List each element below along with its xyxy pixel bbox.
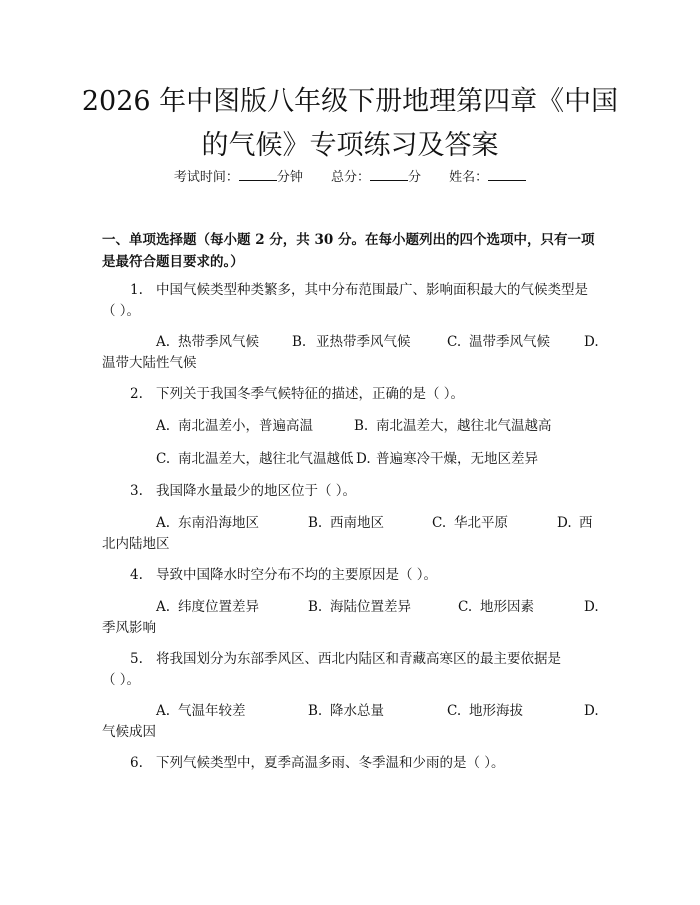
option-d-letter: D.	[557, 515, 572, 531]
section-heading-line-2: 是最符合题目要求的。）	[102, 254, 244, 270]
option-c-text: 华北平原	[454, 515, 508, 531]
question-2-options	[102, 416, 602, 437]
question-4-stem	[102, 565, 602, 586]
option-b-text: 降水总量	[330, 703, 384, 719]
exam-time-unit: 分钟	[276, 170, 303, 185]
option-d-text: 普遍寒冷干燥，无地区差异	[376, 451, 538, 467]
option-c-text: 地形因素	[480, 599, 534, 615]
option-d-text: 温带大陆性气候	[102, 355, 197, 371]
question-number: 1.	[130, 282, 143, 298]
option-a-letter: A.	[156, 418, 171, 434]
option-d-text-cont: 北内陆地区	[102, 536, 170, 552]
option-c-letter: C.	[447, 703, 462, 719]
option-c-letter: C.	[447, 334, 462, 350]
option-d-letter: D.	[584, 334, 599, 350]
exam-time-blank	[239, 168, 277, 181]
option-c-text: 温带季风气候	[469, 334, 550, 350]
option-d-text: 气候成因	[102, 724, 156, 740]
option-c-letter: C.	[156, 451, 171, 467]
option-a-text: 东南沿海地区	[178, 515, 259, 531]
option-a-letter: A.	[156, 599, 171, 615]
question-text-cont: （ ）。	[102, 303, 141, 319]
question-2-options-row-2	[102, 449, 602, 470]
option-b-letter: B.	[292, 334, 307, 350]
option-d-text-start: 西	[579, 515, 593, 531]
question-text: 中国气候类型种类繁多，其中分布范围最广、影响面积最大的气候类型是	[156, 282, 588, 298]
exam-meta-line	[0, 168, 700, 187]
option-c-letter: C.	[432, 515, 447, 531]
section-heading-line-1: 一、单项选择题（每小题 2 分，共 30 分。在每小题列出的四个选项中，只有一项	[102, 232, 595, 248]
question-1-options	[102, 332, 602, 374]
total-score-field	[331, 168, 421, 187]
option-d-letter: D.	[584, 703, 599, 719]
student-name-label: 姓名：	[449, 170, 489, 185]
option-b-letter: B.	[308, 515, 323, 531]
option-b-text: 海陆位置差异	[330, 599, 411, 615]
question-number: 6.	[130, 755, 143, 771]
question-number: 4.	[130, 567, 143, 583]
option-d-letter: D.	[584, 599, 599, 615]
option-a-text: 南北温差小，普遍高温	[178, 418, 313, 434]
question-text: 导致中国降水时空分布不均的主要原因是（ ）。	[156, 567, 438, 583]
question-number: 3.	[130, 483, 143, 499]
question-text: 我国降水量最少的地区位于（ ）。	[156, 483, 357, 499]
option-a-letter: A.	[156, 334, 171, 350]
option-a-text: 纬度位置差异	[178, 599, 259, 615]
question-3-options	[102, 513, 602, 555]
document-title	[60, 80, 640, 168]
option-d-text: 季风影响	[102, 620, 156, 636]
student-name-blank	[488, 168, 526, 181]
option-b-text: 南北温差大，越往北气温越高	[376, 418, 552, 434]
title-line-1: 2026 年中图版八年级下册地理第四章《中国	[81, 86, 619, 117]
student-name-field	[449, 168, 526, 187]
question-1-stem	[102, 280, 602, 322]
option-c-letter: C.	[458, 599, 473, 615]
option-c-text: 地形海拔	[469, 703, 523, 719]
option-b-letter: B.	[354, 418, 369, 434]
question-number: 5.	[130, 651, 143, 667]
option-a-letter: A.	[156, 515, 171, 531]
option-d-letter: D.	[356, 451, 371, 467]
option-b-text: 亚热带季风气候	[316, 334, 411, 350]
question-text: 将我国划分为东部季风区、西北内陆区和青藏高寒区的最主要依据是	[156, 651, 561, 667]
question-4-options	[102, 597, 602, 639]
total-score-label: 总分：	[330, 170, 370, 185]
question-5-stem	[102, 649, 602, 691]
total-score-blank	[370, 168, 408, 181]
total-score-unit: 分	[408, 170, 422, 185]
question-6-stem	[102, 753, 602, 774]
option-a-text: 热带季风气候	[178, 334, 259, 350]
section-heading-single-choice	[102, 229, 602, 273]
title-line-2: 的气候》专项练习及答案	[201, 130, 499, 161]
option-c-text: 南北温差大，越往北气温越低	[178, 451, 354, 467]
option-b-letter: B.	[308, 703, 323, 719]
exam-time-field	[174, 168, 303, 187]
question-text: 下列关于我国冬季气候特征的描述，正确的是（ ）。	[156, 386, 465, 402]
option-b-text: 西南地区	[330, 515, 384, 531]
question-5-options	[102, 701, 602, 743]
option-a-text: 气温年较差	[178, 703, 246, 719]
question-number: 2.	[130, 386, 143, 402]
question-text: 下列气候类型中，夏季高温多雨、冬季温和少雨的是（ ）。	[156, 755, 505, 771]
question-text-cont: （ ）。	[102, 672, 141, 688]
option-b-letter: B.	[308, 599, 323, 615]
question-3-stem	[102, 481, 602, 502]
option-a-letter: A.	[156, 703, 171, 719]
exam-time-label: 考试时间：	[173, 170, 239, 185]
question-2-stem	[102, 384, 602, 405]
